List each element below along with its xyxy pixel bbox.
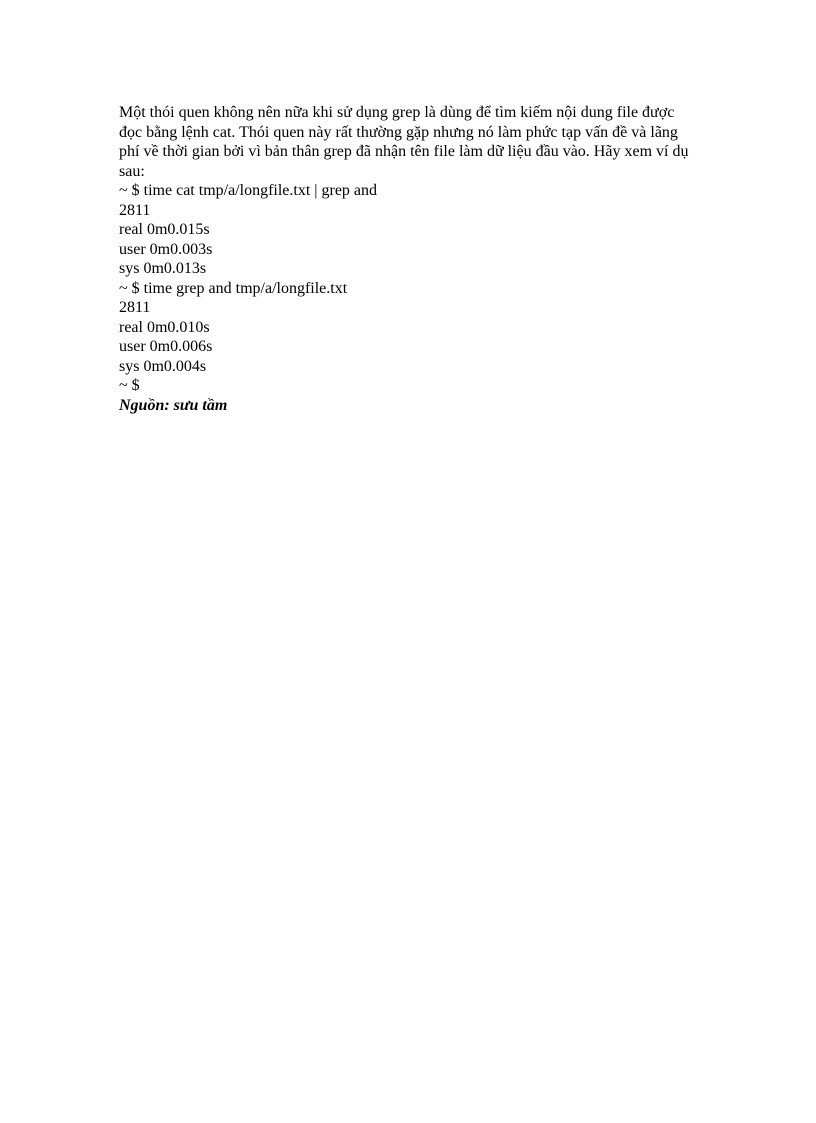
example-line: ~ $ time grep and tmp/a/longfile.txt xyxy=(119,279,348,297)
example-block xyxy=(119,181,709,396)
example-line: user 0m0.003s xyxy=(119,240,213,258)
paragraph-line: phí về thời gian bởi vì bản thân grep đã nhận tên file làm dữ liệu đầu vào. Hãy xem ví dụ xyxy=(119,143,689,160)
intro-paragraph xyxy=(119,103,709,181)
document-body xyxy=(119,103,709,415)
example-line: sys 0m0.013s xyxy=(119,260,207,277)
example-line: 2811 xyxy=(119,201,151,219)
source-credit: Nguồn: sưu tầm xyxy=(119,396,228,414)
example-line: sys 0m0.004s xyxy=(119,357,207,375)
example-line: ~ $ time cat tmp/a/longfile.txt | grep and xyxy=(119,182,378,199)
paragraph-line: Một thói quen không nên nữa khi sử dụng grep là dùng để tìm kiếm nội dung file được xyxy=(119,104,675,121)
example-line: 2811 xyxy=(119,299,151,316)
paragraph-line: đọc bằng lệnh cat. Thói quen này rất thường gặp nhưng nó làm phức tạp vấn đề và lãng xyxy=(119,123,678,141)
paragraph-line: sau: xyxy=(119,162,145,180)
example-line: user 0m0.006s xyxy=(119,338,213,355)
example-line: real 0m0.015s xyxy=(119,221,210,238)
example-line: real 0m0.010s xyxy=(119,318,210,336)
example-line: ~ $ xyxy=(119,377,140,394)
